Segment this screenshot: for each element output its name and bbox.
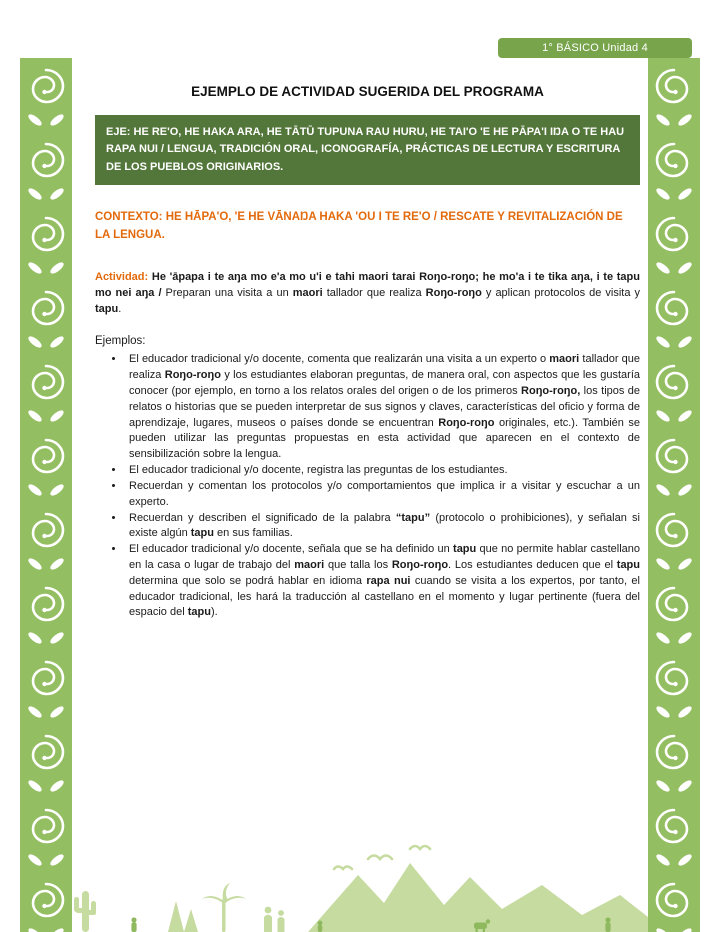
koru-pattern-icon — [20, 58, 72, 932]
list-item: • El educador tradicional y/o docente, comenta que realizarán una visita a un experto o maori tallador que realiza Roŋo-roŋo y los estudiantes elaboran preguntas, de manera oral, con aspectos que les gustaría conocer (por ejemplo, en torno a los relatos orales del origen o de los primeros Roŋo-roŋo, los tipos de relatos o historias que se pueden interpretar de sus signos y claves, características del oficio y forma de aprendizaje, lugares, museos o países donde se encuentran Roŋo-roŋo originales, etc.). También se pueden utilizar las preguntas propuestas en esta actividad que aparecen en el contexto de sensibilización sobre la lengua. — [125, 352, 640, 463]
content-area — [95, 84, 640, 621]
landscape-silhouette-icon — [72, 837, 648, 932]
unit-badge: 1° BÁSICO Unidad 4 — [498, 38, 692, 58]
actividad-label: Actividad: — [95, 270, 149, 283]
contexto-heading: CONTEXTO: HE HĀPA'O, 'E HE VĀNAŊA HAKA 'OU I TE RE'O / RESCATE Y REVITALIZACIÓN DE LA LENGUA. — [95, 211, 623, 241]
footer-landscape-art — [72, 837, 648, 932]
list-item: • El educador tradicional y/o docente, registra las preguntas de los estudiantes. — [125, 463, 640, 479]
page-title: EJEMPLO DE ACTIVIDAD SUGERIDA DEL PROGRAMA — [191, 84, 544, 99]
list-item: • Recuerdan y comentan los protocolos y/o comportamientos que implica ir a visitar y escuchar a un experto. — [125, 479, 640, 511]
list-item: • El educador tradicional y/o docente, señala que se ha definido un tapu que no permite hablar castellano en la casa o lugar de trabajo del maori que talla los Roŋo-roŋo. Los estudiantes deducen que el tapu determina que solo se podrá hablar en idioma rapa nui cuando se visita a los expertos, por tanto, el educador tradicional, les hará la traducción al castellano en el momento y lugar pertinente (fuera del espacio del tapu). — [125, 542, 640, 621]
actividad-paragraph — [95, 269, 640, 317]
right-border-ornament — [648, 58, 700, 932]
koru-pattern-icon — [648, 58, 700, 932]
list-item: • Recuerdan y describen el significado de la palabra “tapu” (protocolo o prohibiciones), y señalan si existe algún tapu en sus familias. — [125, 511, 640, 543]
left-border-ornament — [20, 58, 72, 932]
ejemplos-list — [95, 352, 640, 621]
eje-banner: EJE: HE RE'O, HE HAKA ARA, HE TĀTŪ TUPUNA RAU HURU, HE TAI'O 'E HE PĀPA'I IŊA O TE HAU RAPA NUI / LENGUA, TRADICIÓN ORAL, ICONOGRAFÍA, PRÁCTICAS DE LECTURA Y ESCRITURA DE LOS PUEBLOS ORIGINARIOS. — [95, 115, 640, 185]
ejemplos-label: Ejemplos: — [95, 335, 146, 348]
actividad-text: He 'āpapa i te aŋa mo e'a mo u'i e tahi maori tarai Roŋo-roŋo; he mo'a i te tika aŋa, i te tapu mo nei aŋa / Preparan una visita a un maori tallador que realiza Roŋo-roŋo y aplican protocolos de visita y tapu. — [95, 270, 640, 316]
